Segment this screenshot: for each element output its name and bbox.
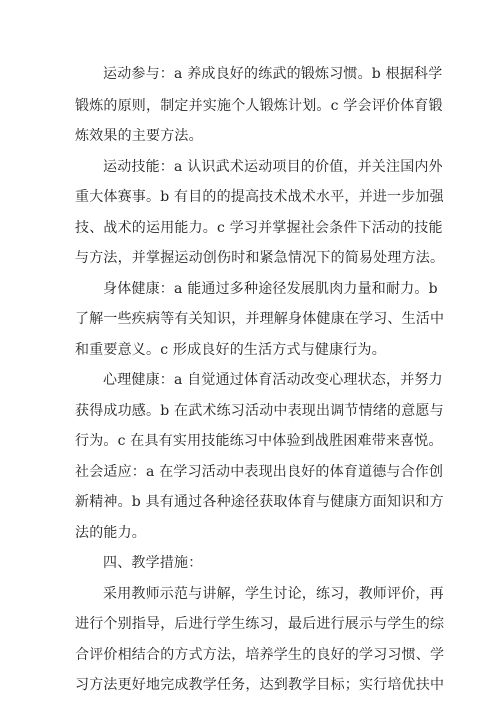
text-line: 采用教师示范与讲解，学生讨论，练习，教师评价，再 [103,586,444,602]
text-line: 运动参与：a 养成良好的练武的锻炼习惯。b 根据科学 [103,66,443,82]
text-line: 运动技能：a 认识武术运动项目的价值，并关注国内外 [103,159,443,175]
text-line: 身体健康：a 能通过多种途径发展肌肉力量和耐力。b [103,281,438,297]
text-line: 重大体赛事。b 有目的的提高技术战术水平，并进一步加强 [75,189,444,205]
text-line: 法的能力。 [75,525,146,541]
text-line: 获得成功感。b 在武术练习活动中表现出调节情绪的意愿与 [75,403,444,419]
text-line: 与方法，并掌握运动创伤时和紧急情况下的简易处理方法。 [75,250,445,266]
text-line: 进行个别指导，后进行学生练习，最后进行展示与学生的综 [75,616,445,632]
text-line: 社会适应：a 在学习活动中表现出良好的体育道德与合作创 [75,464,444,480]
text-line: 合评价相结合的方式方法，培养学生的良好的学习习惯、学 [75,647,445,663]
text-line: 锻炼的原则，制定并实施个人锻炼计划。c 学会评价体育锻 [75,98,443,114]
text-line: 心理健康：a 自觉通过体育活动改变心理状态，并努力 [103,372,443,388]
text-line: 和重要意义。c 形成良好的生活方式与健康行为。 [75,342,386,358]
section-heading: 四、教学措施： [103,555,203,571]
text-line: 新精神。b 具有通过各种途径获取体育与健康方面知识和方 [75,494,444,510]
text-line: 技、战术的运用能力。c 学习并掌握社会条件下活动的技能 [75,220,443,236]
text-line: 炼效果的主要方法。 [75,128,203,144]
text-line: 习方法更好地完成教学任务，达到教学目标；实行培优扶中 [75,677,445,693]
text-line: 行为。c 在具有实用技能练习中体验到战胜困难带来喜悦。 [75,433,443,449]
text-line: 了解一些疾病等有关知识，并理解身体健康在学习、生活中 [75,311,445,327]
